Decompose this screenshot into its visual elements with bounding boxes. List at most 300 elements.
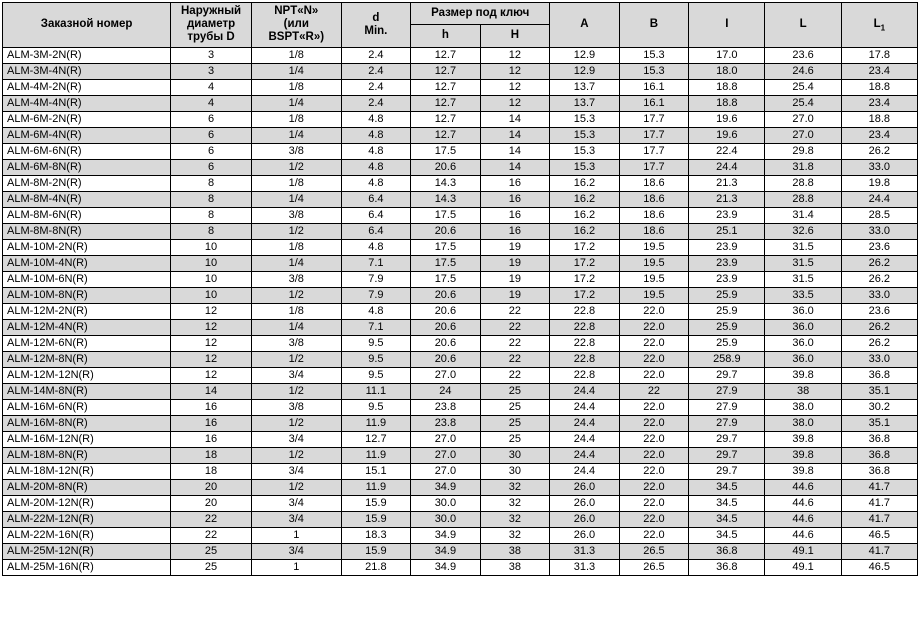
cell-value: 4.8 xyxy=(341,159,411,175)
cell-value: 1/4 xyxy=(251,319,341,335)
cell-value: 23.9 xyxy=(689,255,765,271)
cell-value: 7.9 xyxy=(341,287,411,303)
cell-value: 25 xyxy=(171,543,252,559)
cell-value: 1/4 xyxy=(251,63,341,79)
cell-value: 14 xyxy=(480,143,550,159)
cell-value: 19.5 xyxy=(619,239,689,255)
cell-value: 20 xyxy=(171,495,252,511)
cell-value: 18.8 xyxy=(841,79,917,95)
cell-value: 15.3 xyxy=(550,111,620,127)
cell-value: 22.0 xyxy=(619,511,689,527)
cell-value: 10 xyxy=(171,271,252,287)
cell-value: 30 xyxy=(480,463,550,479)
cell-value: 1/2 xyxy=(251,287,341,303)
cell-value: 29.7 xyxy=(689,463,765,479)
cell-value: 19 xyxy=(480,255,550,271)
cell-value: 12.7 xyxy=(411,63,481,79)
cell-value: 19.6 xyxy=(689,111,765,127)
cell-value: 22.0 xyxy=(619,319,689,335)
cell-value: 3/4 xyxy=(251,431,341,447)
cell-value: 26.2 xyxy=(841,319,917,335)
cell-value: 17.7 xyxy=(619,159,689,175)
header-thread xyxy=(251,3,341,48)
cell-order-number: ALM-14M-8N(R) xyxy=(3,383,171,399)
cell-value: 2.4 xyxy=(341,79,411,95)
cell-value: 24.4 xyxy=(841,191,917,207)
cell-value: 16.2 xyxy=(550,175,620,191)
cell-value: 4.8 xyxy=(341,143,411,159)
cell-value: 17.7 xyxy=(619,143,689,159)
header-wrench-h-upper: H xyxy=(480,25,550,47)
cell-value: 12 xyxy=(480,95,550,111)
cell-value: 18.6 xyxy=(619,223,689,239)
cell-order-number: ALM-4M-2N(R) xyxy=(3,79,171,95)
cell-value: 28.8 xyxy=(765,191,841,207)
cell-value: 19 xyxy=(480,287,550,303)
cell-value: 21.3 xyxy=(689,175,765,191)
cell-value: 34.9 xyxy=(411,543,481,559)
cell-value: 1 xyxy=(251,527,341,543)
cell-value: 35.1 xyxy=(841,383,917,399)
cell-order-number: ALM-10M-4N(R) xyxy=(3,255,171,271)
cell-value: 6 xyxy=(171,159,252,175)
cell-value: 22.0 xyxy=(619,431,689,447)
cell-order-number: ALM-10M-2N(R) xyxy=(3,239,171,255)
table-row xyxy=(3,159,918,175)
cell-value: 22.8 xyxy=(550,319,620,335)
table-row xyxy=(3,399,918,415)
cell-value: 7.1 xyxy=(341,319,411,335)
cell-value: 29.8 xyxy=(765,143,841,159)
cell-value: 31.5 xyxy=(765,271,841,287)
cell-value: 27.0 xyxy=(411,431,481,447)
cell-value: 1/8 xyxy=(251,47,341,63)
cell-value: 34.5 xyxy=(689,527,765,543)
cell-value: 11.9 xyxy=(341,415,411,431)
cell-value: 30.0 xyxy=(411,511,481,527)
cell-value: 17.8 xyxy=(841,47,917,63)
cell-value: 11.1 xyxy=(341,383,411,399)
header-thread-line-2: (или xyxy=(283,18,309,31)
cell-value: 46.5 xyxy=(841,559,917,575)
cell-value: 21.8 xyxy=(341,559,411,575)
cell-value: 23.9 xyxy=(689,271,765,287)
cell-value: 26.5 xyxy=(619,559,689,575)
cell-value: 16.2 xyxy=(550,207,620,223)
cell-value: 18.3 xyxy=(341,527,411,543)
cell-value: 26.2 xyxy=(841,255,917,271)
cell-order-number: ALM-16M-6N(R) xyxy=(3,399,171,415)
table-row xyxy=(3,367,918,383)
cell-value: 20.6 xyxy=(411,159,481,175)
table-row xyxy=(3,63,918,79)
cell-value: 12 xyxy=(480,47,550,63)
cell-value: 41.7 xyxy=(841,543,917,559)
cell-value: 19.6 xyxy=(689,127,765,143)
table-row xyxy=(3,255,918,271)
cell-value: 4.8 xyxy=(341,111,411,127)
cell-value: 22.4 xyxy=(689,143,765,159)
cell-value: 23.4 xyxy=(841,95,917,111)
cell-value: 18 xyxy=(171,447,252,463)
header-b: B xyxy=(619,3,689,48)
cell-value: 3/4 xyxy=(251,463,341,479)
cell-value: 17.5 xyxy=(411,239,481,255)
cell-value: 9.5 xyxy=(341,399,411,415)
cell-value: 25 xyxy=(480,383,550,399)
cell-order-number: ALM-8M-2N(R) xyxy=(3,175,171,191)
cell-value: 3 xyxy=(171,47,252,63)
cell-order-number: ALM-12M-4N(R) xyxy=(3,319,171,335)
cell-value: 22 xyxy=(480,367,550,383)
cell-value: 1/8 xyxy=(251,111,341,127)
cell-value: 17.2 xyxy=(550,287,620,303)
cell-order-number: ALM-16M-8N(R) xyxy=(3,415,171,431)
cell-value: 25.4 xyxy=(765,79,841,95)
cell-value: 12 xyxy=(171,367,252,383)
cell-value: 6.4 xyxy=(341,207,411,223)
cell-value: 3/8 xyxy=(251,143,341,159)
cell-value: 17.5 xyxy=(411,207,481,223)
table-row xyxy=(3,479,918,495)
cell-value: 23.9 xyxy=(689,207,765,223)
cell-value: 27.0 xyxy=(765,127,841,143)
cell-value: 1/2 xyxy=(251,447,341,463)
cell-value: 33.0 xyxy=(841,223,917,239)
cell-value: 1/8 xyxy=(251,175,341,191)
cell-value: 32 xyxy=(480,511,550,527)
cell-value: 29.7 xyxy=(689,367,765,383)
cell-value: 25.9 xyxy=(689,303,765,319)
table-row xyxy=(3,431,918,447)
cell-value: 31.5 xyxy=(765,239,841,255)
cell-value: 28.5 xyxy=(841,207,917,223)
cell-value: 1/4 xyxy=(251,95,341,111)
table-row xyxy=(3,79,918,95)
cell-value: 25 xyxy=(480,415,550,431)
cell-value: 23.6 xyxy=(841,239,917,255)
cell-value: 20 xyxy=(171,479,252,495)
cell-value: 27.9 xyxy=(689,399,765,415)
cell-value: 25 xyxy=(171,559,252,575)
cell-value: 17.5 xyxy=(411,271,481,287)
cell-order-number: ALM-12M-12N(R) xyxy=(3,367,171,383)
header-outer-diameter-line-1: Наружный xyxy=(181,5,242,17)
cell-value: 6.4 xyxy=(341,191,411,207)
cell-value: 22.0 xyxy=(619,303,689,319)
cell-value: 38 xyxy=(765,383,841,399)
cell-value: 41.7 xyxy=(841,495,917,511)
table-row xyxy=(3,559,918,575)
cell-value: 23.9 xyxy=(689,239,765,255)
header-wrench-h-lower: h xyxy=(411,25,481,47)
header-thread-line-3: BSPT«R») xyxy=(268,31,325,44)
header-l1-base: L xyxy=(873,17,881,30)
cell-value: 41.7 xyxy=(841,511,917,527)
header-l1-subscript: 1 xyxy=(880,22,886,32)
cell-value: 22 xyxy=(480,303,550,319)
cell-value: 8 xyxy=(171,223,252,239)
cell-order-number: ALM-25M-16N(R) xyxy=(3,559,171,575)
cell-order-number: ALM-12M-6N(R) xyxy=(3,335,171,351)
cell-value: 33.5 xyxy=(765,287,841,303)
cell-value: 22.8 xyxy=(550,335,620,351)
table-row xyxy=(3,223,918,239)
cell-value: 15.3 xyxy=(550,127,620,143)
cell-value: 32 xyxy=(480,527,550,543)
cell-value: 1/8 xyxy=(251,79,341,95)
cell-value: 18.6 xyxy=(619,191,689,207)
cell-order-number: ALM-25M-12N(R) xyxy=(3,543,171,559)
header-outer-diameter-line-2: диаметр xyxy=(186,18,236,31)
cell-value: 15.3 xyxy=(619,63,689,79)
cell-value: 12.7 xyxy=(411,47,481,63)
cell-value: 39.8 xyxy=(765,431,841,447)
cell-value: 25 xyxy=(480,399,550,415)
cell-order-number: ALM-10M-8N(R) xyxy=(3,287,171,303)
cell-order-number: ALM-12M-8N(R) xyxy=(3,351,171,367)
cell-value: 36.0 xyxy=(765,335,841,351)
cell-value: 15.9 xyxy=(341,543,411,559)
table-row xyxy=(3,207,918,223)
cell-value: 3 xyxy=(171,63,252,79)
cell-value: 22 xyxy=(171,511,252,527)
table-row xyxy=(3,447,918,463)
cell-value: 1/8 xyxy=(251,303,341,319)
cell-value: 15.3 xyxy=(550,143,620,159)
cell-value: 23.6 xyxy=(765,47,841,63)
cell-value: 26.0 xyxy=(550,479,620,495)
cell-value: 16 xyxy=(171,399,252,415)
cell-value: 16 xyxy=(480,207,550,223)
cell-order-number: ALM-6M-6N(R) xyxy=(3,143,171,159)
cell-value: 23.8 xyxy=(411,399,481,415)
header-i: I xyxy=(689,3,765,48)
cell-value: 9.5 xyxy=(341,367,411,383)
cell-value: 21.3 xyxy=(689,191,765,207)
cell-value: 22.8 xyxy=(550,351,620,367)
cell-value: 1 xyxy=(251,559,341,575)
cell-value: 12.7 xyxy=(411,95,481,111)
cell-value: 36.8 xyxy=(841,431,917,447)
cell-value: 9.5 xyxy=(341,351,411,367)
cell-value: 12 xyxy=(171,319,252,335)
cell-value: 34.9 xyxy=(411,479,481,495)
cell-value: 36.8 xyxy=(689,543,765,559)
table-row xyxy=(3,463,918,479)
cell-value: 27.9 xyxy=(689,383,765,399)
cell-value: 16.1 xyxy=(619,79,689,95)
cell-value: 36.8 xyxy=(841,447,917,463)
cell-order-number: ALM-3M-4N(R) xyxy=(3,63,171,79)
cell-value: 33.0 xyxy=(841,351,917,367)
cell-value: 12.7 xyxy=(411,111,481,127)
cell-value: 4.8 xyxy=(341,239,411,255)
cell-value: 14 xyxy=(480,111,550,127)
table-row xyxy=(3,175,918,191)
table-row xyxy=(3,383,918,399)
cell-value: 26.2 xyxy=(841,271,917,287)
cell-order-number: ALM-22M-16N(R) xyxy=(3,527,171,543)
cell-value: 22.0 xyxy=(619,447,689,463)
cell-value: 15.3 xyxy=(619,47,689,63)
table-row xyxy=(3,351,918,367)
cell-value: 20.6 xyxy=(411,223,481,239)
cell-order-number: ALM-6M-8N(R) xyxy=(3,159,171,175)
cell-value: 22.0 xyxy=(619,479,689,495)
cell-value: 22 xyxy=(480,319,550,335)
cell-value: 11.9 xyxy=(341,447,411,463)
cell-value: 14 xyxy=(480,127,550,143)
cell-value: 16 xyxy=(480,191,550,207)
cell-value: 14 xyxy=(171,383,252,399)
cell-value: 25.1 xyxy=(689,223,765,239)
cell-value: 19.5 xyxy=(619,255,689,271)
cell-value: 3/8 xyxy=(251,399,341,415)
cell-value: 1/2 xyxy=(251,159,341,175)
cell-value: 19 xyxy=(480,239,550,255)
cell-value: 3/4 xyxy=(251,495,341,511)
cell-value: 12.7 xyxy=(341,431,411,447)
cell-value: 32.6 xyxy=(765,223,841,239)
header-order-number: Заказной номер xyxy=(3,3,171,48)
cell-value: 16 xyxy=(480,223,550,239)
cell-value: 8 xyxy=(171,207,252,223)
cell-value: 39.8 xyxy=(765,463,841,479)
cell-value: 24.4 xyxy=(550,415,620,431)
cell-value: 36.0 xyxy=(765,303,841,319)
cell-value: 25.4 xyxy=(765,95,841,111)
cell-value: 24.4 xyxy=(689,159,765,175)
cell-value: 34.5 xyxy=(689,511,765,527)
cell-value: 22.0 xyxy=(619,367,689,383)
cell-value: 34.9 xyxy=(411,527,481,543)
cell-value: 31.3 xyxy=(550,559,620,575)
cell-value: 17.5 xyxy=(411,143,481,159)
cell-order-number: ALM-8M-6N(R) xyxy=(3,207,171,223)
cell-value: 23.4 xyxy=(841,127,917,143)
cell-order-number: ALM-22M-12N(R) xyxy=(3,511,171,527)
cell-value: 30.2 xyxy=(841,399,917,415)
cell-value: 16 xyxy=(171,415,252,431)
cell-value: 22.0 xyxy=(619,495,689,511)
table-row xyxy=(3,191,918,207)
cell-value: 39.8 xyxy=(765,367,841,383)
cell-value: 7.1 xyxy=(341,255,411,271)
table-row xyxy=(3,47,918,63)
cell-value: 3/8 xyxy=(251,271,341,287)
cell-order-number: ALM-6M-4N(R) xyxy=(3,127,171,143)
cell-value: 32 xyxy=(480,479,550,495)
cell-value: 35.1 xyxy=(841,415,917,431)
cell-value: 38 xyxy=(480,559,550,575)
cell-value: 17.7 xyxy=(619,111,689,127)
cell-value: 1/2 xyxy=(251,351,341,367)
cell-value: 6 xyxy=(171,143,252,159)
cell-value: 1/2 xyxy=(251,383,341,399)
cell-value: 18 xyxy=(171,463,252,479)
cell-value: 20.6 xyxy=(411,319,481,335)
cell-value: 31.8 xyxy=(765,159,841,175)
cell-value: 16.1 xyxy=(619,95,689,111)
cell-value: 12 xyxy=(171,335,252,351)
cell-value: 22 xyxy=(480,335,550,351)
cell-value: 44.6 xyxy=(765,495,841,511)
cell-value: 22.8 xyxy=(550,367,620,383)
cell-value: 22.0 xyxy=(619,415,689,431)
cell-value: 24.4 xyxy=(550,463,620,479)
cell-value: 30 xyxy=(480,447,550,463)
header-thread-line-1: NPT«N» xyxy=(274,5,319,17)
cell-value: 22.0 xyxy=(619,463,689,479)
cell-value: 34.5 xyxy=(689,479,765,495)
cell-value: 10 xyxy=(171,239,252,255)
cell-value: 19.5 xyxy=(619,271,689,287)
cell-value: 31.5 xyxy=(765,255,841,271)
cell-value: 27.0 xyxy=(765,111,841,127)
cell-value: 16.2 xyxy=(550,191,620,207)
table-header xyxy=(3,3,918,48)
cell-value: 27.0 xyxy=(411,367,481,383)
cell-value: 12 xyxy=(480,79,550,95)
cell-value: 7.9 xyxy=(341,271,411,287)
cell-value: 39.8 xyxy=(765,447,841,463)
cell-value: 27.0 xyxy=(411,447,481,463)
cell-value: 17.5 xyxy=(411,255,481,271)
cell-value: 29.7 xyxy=(689,431,765,447)
cell-value: 25.9 xyxy=(689,319,765,335)
cell-value: 1/4 xyxy=(251,191,341,207)
cell-value: 12 xyxy=(480,63,550,79)
cell-value: 3/8 xyxy=(251,207,341,223)
cell-value: 3/8 xyxy=(251,335,341,351)
cell-value: 24 xyxy=(411,383,481,399)
cell-value: 31.3 xyxy=(550,543,620,559)
cell-value: 18.6 xyxy=(619,207,689,223)
cell-order-number: ALM-20M-12N(R) xyxy=(3,495,171,511)
header-d-min xyxy=(341,3,411,48)
table-row xyxy=(3,415,918,431)
cell-value: 14 xyxy=(480,159,550,175)
table-row xyxy=(3,127,918,143)
cell-value: 38 xyxy=(480,543,550,559)
table-row xyxy=(3,287,918,303)
header-l: L xyxy=(765,3,841,48)
cell-value: 15.1 xyxy=(341,463,411,479)
cell-value: 15.9 xyxy=(341,511,411,527)
table-row xyxy=(3,527,918,543)
table-row xyxy=(3,111,918,127)
cell-value: 1/4 xyxy=(251,127,341,143)
cell-value: 12.9 xyxy=(550,47,620,63)
cell-value: 44.6 xyxy=(765,479,841,495)
cell-value: 46.5 xyxy=(841,527,917,543)
cell-value: 2.4 xyxy=(341,47,411,63)
table-row xyxy=(3,319,918,335)
cell-value: 1/2 xyxy=(251,479,341,495)
cell-value: 19.8 xyxy=(841,175,917,191)
cell-value: 12.7 xyxy=(411,127,481,143)
cell-value: 18.8 xyxy=(689,95,765,111)
cell-order-number: ALM-20M-8N(R) xyxy=(3,479,171,495)
cell-value: 24.4 xyxy=(550,447,620,463)
cell-value: 17.2 xyxy=(550,271,620,287)
cell-value: 6.4 xyxy=(341,223,411,239)
cell-value: 1/2 xyxy=(251,223,341,239)
cell-order-number: ALM-10M-6N(R) xyxy=(3,271,171,287)
cell-value: 24.4 xyxy=(550,383,620,399)
cell-value: 2.4 xyxy=(341,63,411,79)
